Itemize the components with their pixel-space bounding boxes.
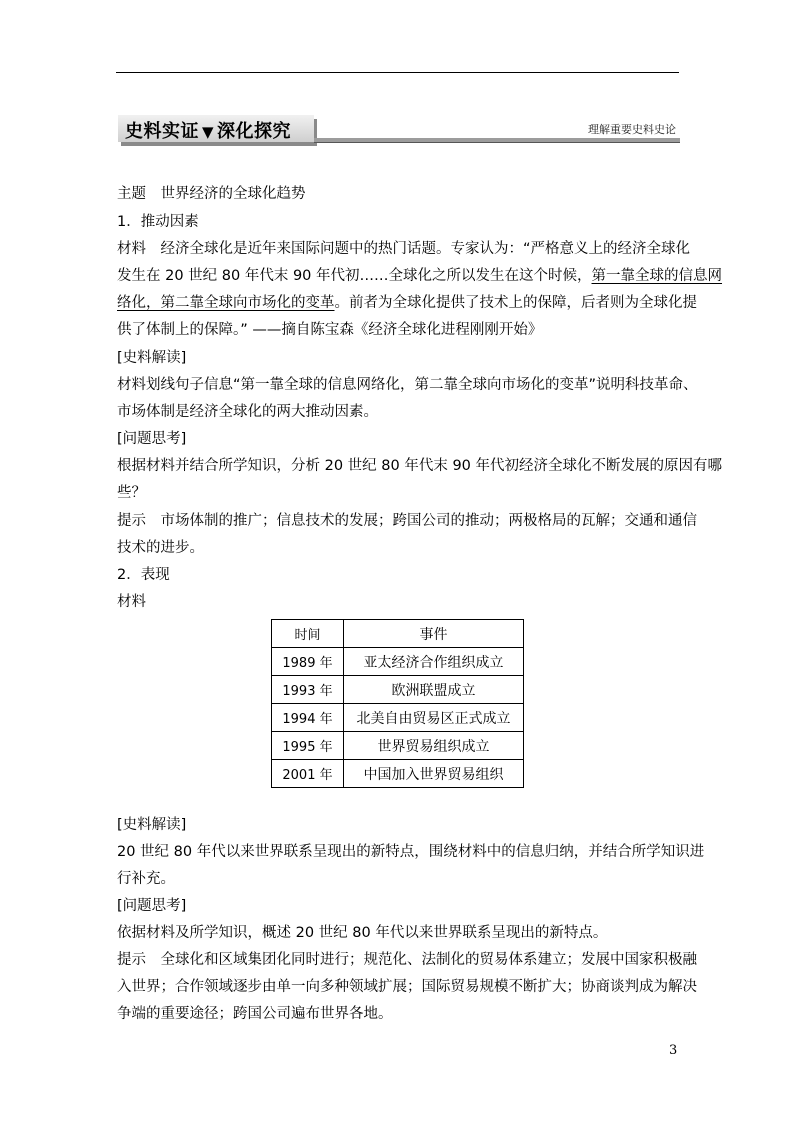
material-text-part: 。前者为全球化提供了技术上的保障，后者则为全球化提	[334, 295, 697, 311]
material-text: 材料 经济全球化是近年来国际问题中的热门话题。专家认为：“严格意义上的经济全球化	[117, 241, 691, 257]
banner-title-left: 史料实证	[125, 121, 199, 142]
material-text	[117, 266, 722, 286]
section-banner	[118, 115, 680, 149]
table-row	[272, 732, 524, 760]
underlined-text: 第一靠全球的信息网	[591, 268, 723, 284]
material-text	[117, 293, 697, 313]
reading-text: 行补充。	[117, 871, 175, 887]
table-cell-event: 中国加入世界贸易组织	[344, 760, 524, 788]
material-text-part: 发生在 20 世纪 80 年代末 90 年代初……全球化之所以发生在这个时候，	[117, 268, 592, 284]
hint-text: 提示 全球化和区域集团化同时进行；规范化、法制化的贸易体系建立；发展中国家积极融	[117, 952, 697, 968]
hint-text: 入世界；合作领域逐步由单一向多种领域扩展；国际贸易规模不断扩大；协商谈判成为解决	[117, 979, 697, 995]
table-row	[272, 676, 524, 704]
reading-text: 材料划线句子信息“第一靠全球的信息网络化，第二靠全球向市场化的变革”说明科技革命、	[117, 377, 698, 393]
banner-title-box	[118, 115, 314, 142]
hint-text: 提示 市场体制的推广；信息技术的发展；跨国公司的推动；两极格局的瓦解；交通和通信	[117, 513, 697, 529]
events-table	[271, 619, 524, 788]
table-row	[272, 704, 524, 732]
triangle-down-icon: ▼	[202, 123, 215, 141]
section2-heading: 2．表现	[117, 567, 170, 583]
question-label: [问题思考]	[117, 898, 187, 914]
hint-text: 技术的进步。	[117, 540, 204, 556]
table-header-row	[272, 620, 524, 648]
table-cell-event: 亚太经济合作组织成立	[344, 648, 524, 676]
banner-subtitle: 理解重要史料史论	[588, 123, 676, 136]
topic-heading: 主题 世界经济的全球化趋势	[117, 186, 306, 202]
reading-text: 市场体制是经济全球化的两大推动因素。	[117, 404, 378, 420]
table-cell-year: 1995 年	[272, 732, 344, 760]
question-text: 根据材料并结合所学知识，分析 20 世纪 80 年代末 90 年代初经济全球化不断发展的原因有哪	[117, 458, 723, 474]
banner-rule	[314, 138, 680, 143]
table-header: 事件	[344, 620, 524, 648]
table-cell-year: 1993 年	[272, 676, 344, 704]
underlined-text: 络化，第二靠全球向市场化的变革	[117, 295, 335, 311]
header-rule	[116, 72, 679, 73]
reading-text: 20 世纪 80 年代以来世界联系呈现出的新特点，围绕材料中的信息归纳，并结合所学知识进	[117, 844, 705, 860]
reading-label: [史料解读]	[117, 817, 187, 833]
table-cell-year: 1989 年	[272, 648, 344, 676]
question-text: 依据材料及所学知识，概述 20 世纪 80 年代以来世界联系呈现出的新特点。	[117, 925, 608, 941]
section1-heading: 1．推动因素	[117, 214, 199, 230]
question-label: [问题思考]	[117, 431, 187, 447]
table-cell-year: 2001 年	[272, 760, 344, 788]
page-number: 3	[669, 1043, 678, 1058]
table-row	[272, 760, 524, 788]
banner-title-right: 深化探究	[217, 121, 292, 142]
banner-title	[125, 117, 291, 143]
table-header: 时间	[272, 620, 344, 648]
material-label: 材料	[117, 594, 146, 610]
table-cell-event: 欧洲联盟成立	[344, 676, 524, 704]
table-row	[272, 648, 524, 676]
table-cell-year: 1994 年	[272, 704, 344, 732]
reading-label: [史料解读]	[117, 350, 187, 366]
question-text: 些？	[117, 485, 146, 501]
table-cell-event: 北美自由贸易区正式成立	[344, 704, 524, 732]
material-source: 供了体制上的保障。” ——摘自陈宝森《经济全球化进程刚刚开始》	[117, 322, 543, 338]
table-cell-event: 世界贸易组织成立	[344, 732, 524, 760]
hint-text: 争端的重要途径；跨国公司遍布世界各地。	[117, 1006, 393, 1022]
